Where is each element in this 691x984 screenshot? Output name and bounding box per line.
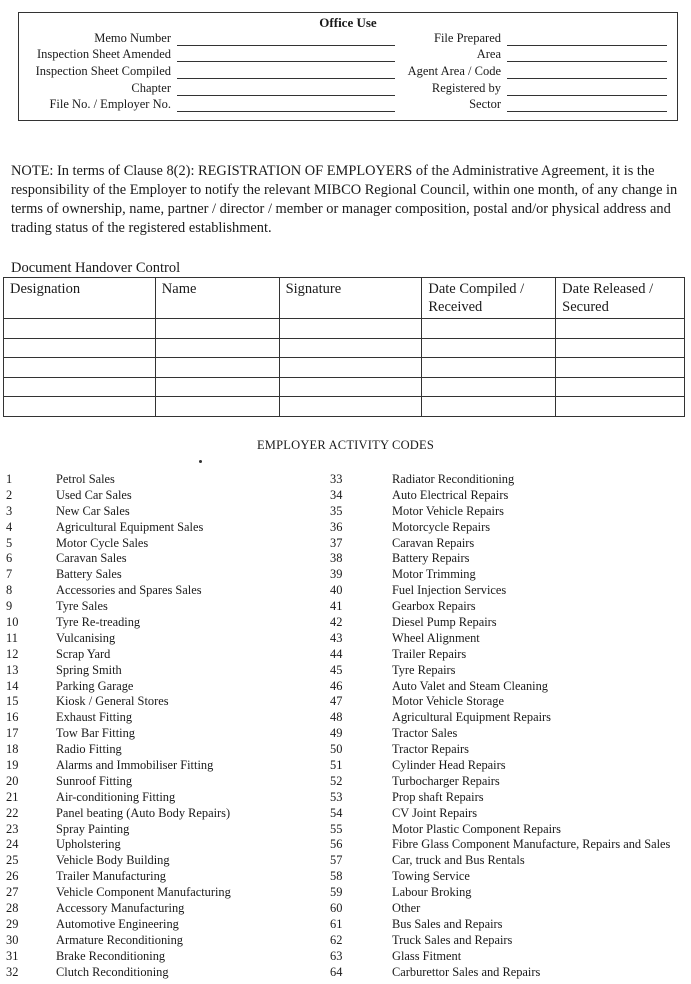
office-field-input-line[interactable] [177, 97, 395, 112]
activity-code-name: Vulcanising [56, 630, 116, 645]
activity-code-number: 4 [6, 519, 13, 534]
activity-code-name: Carburettor Sales and Repairs [392, 964, 541, 979]
handover-row [4, 338, 685, 358]
activity-code-number: 28 [6, 901, 19, 916]
activity-code-number: 38 [330, 551, 343, 566]
activity-code-name: Tyre Sales [56, 599, 108, 614]
stray-dot-mark [199, 460, 202, 463]
activity-code-row [0, 567, 691, 583]
activity-code-name: Spring Smith [56, 662, 122, 677]
handover-row [4, 319, 685, 339]
activity-code-name: Parking Garage [56, 678, 134, 693]
activity-code-name: Auto Electrical Repairs [392, 487, 509, 502]
handover-cell[interactable] [4, 397, 156, 417]
activity-code-number: 23 [6, 821, 19, 836]
activity-code-row [0, 806, 691, 822]
activity-code-number: 6 [6, 551, 13, 566]
handover-cell[interactable] [155, 358, 279, 378]
activity-code-name: Other [392, 901, 421, 916]
activity-code-name: Labour Broking [392, 885, 472, 900]
activity-code-row [0, 869, 691, 885]
activity-code-number: 59 [330, 885, 343, 900]
activity-code-name: Air-conditioning Fitting [56, 789, 176, 804]
activity-code-name: Tyre Re-treading [56, 615, 141, 630]
handover-cell[interactable] [556, 358, 685, 378]
activity-code-number: 7 [6, 567, 13, 582]
activity-code-row [0, 790, 691, 806]
office-field-label: File Prepared [434, 31, 501, 45]
handover-cell[interactable] [279, 397, 422, 417]
office-use-box [18, 12, 678, 121]
activity-code-number: 16 [6, 710, 19, 725]
activity-code-name: Brake Reconditioning [56, 948, 166, 963]
handover-cell[interactable] [422, 358, 556, 378]
office-field-input-line[interactable] [507, 97, 667, 112]
office-field-label: Area [476, 47, 501, 61]
activity-code-name: Motor Vehicle Repairs [392, 503, 504, 518]
activity-code-number: 44 [330, 646, 343, 661]
activity-code-number: 61 [330, 916, 343, 931]
activity-code-name: Bus Sales and Repairs [392, 916, 503, 931]
activity-code-number: 20 [6, 773, 19, 788]
activity-code-name: Upholstering [56, 837, 121, 852]
activity-code-number: 48 [330, 710, 343, 725]
activity-code-number: 36 [330, 519, 343, 534]
activity-code-name: Trailer Repairs [392, 646, 467, 661]
handover-row [4, 397, 685, 417]
activity-code-number: 5 [6, 535, 13, 550]
activity-code-number: 17 [6, 726, 19, 741]
activity-code-number: 30 [6, 932, 19, 947]
activity-code-row [0, 726, 691, 742]
activity-code-name: Armature Reconditioning [56, 932, 183, 947]
office-field-input-line[interactable] [507, 47, 667, 62]
activity-code-row [0, 472, 691, 488]
activity-code-row [0, 853, 691, 869]
activity-code-name: Used Car Sales [56, 487, 132, 502]
activity-code-row [0, 615, 691, 631]
activity-code-number: 41 [330, 599, 343, 614]
activity-code-name: Motor Plastic Component Repairs [392, 821, 561, 836]
handover-cell[interactable] [155, 319, 279, 339]
activity-code-name: Tractor Sales [392, 726, 458, 741]
handover-body [4, 319, 685, 417]
office-field-label: Memo Number [94, 31, 171, 45]
office-field-row [19, 97, 399, 113]
activity-code-name: Tow Bar Fitting [56, 726, 135, 741]
activity-code-name: Accessory Manufacturing [56, 901, 185, 916]
activity-code-row [0, 599, 691, 615]
activity-code-number: 8 [6, 583, 13, 598]
activity-code-number: 57 [330, 853, 343, 868]
activity-code-row [0, 647, 691, 663]
registration-note: NOTE: In terms of Clause 8(2): REGISTRATION OF EMPLOYERS of the Administrative Agreement, it is the responsibility of the Employer to notify the relevant MIBCO Regional Council, within one month, of any change in terms of ownership, name, partner / director / member or manager composition, postal and/or physical address and trading status of the registered establishment. [11, 163, 678, 236]
office-field-row [399, 31, 677, 47]
activity-code-number: 21 [6, 789, 19, 804]
activity-code-number: 58 [330, 869, 343, 884]
activity-code-name: Car, truck and Bus Rentals [392, 853, 525, 868]
office-field-label: Chapter [131, 81, 171, 95]
activity-code-name: Accessories and Spares Sales [56, 583, 202, 598]
activity-code-number: 54 [330, 805, 343, 820]
activity-code-row [0, 965, 691, 981]
office-field-input-line[interactable] [507, 31, 667, 46]
activity-code-name: Scrap Yard [56, 646, 111, 661]
handover-cell[interactable] [422, 319, 556, 339]
activity-code-number: 3 [6, 503, 13, 518]
activity-code-name: Sunroof Fitting [56, 773, 133, 788]
activity-code-row [0, 710, 691, 726]
activity-code-name: Glass Fitment [392, 948, 462, 963]
activity-code-number: 49 [330, 726, 343, 741]
activity-code-name: Spray Painting [56, 821, 130, 836]
activity-code-name: Alarms and Immobiliser Fitting [56, 758, 214, 773]
activity-code-name: Cylinder Head Repairs [392, 758, 506, 773]
activity-code-name: Auto Valet and Steam Cleaning [392, 678, 549, 693]
handover-header-date-compiled: Date Compiled / Received [422, 278, 556, 319]
activity-code-row [0, 679, 691, 695]
activity-code-number: 14 [6, 678, 19, 693]
activity-code-name: Clutch Reconditioning [56, 964, 169, 979]
handover-cell[interactable] [155, 338, 279, 358]
handover-cell[interactable] [422, 377, 556, 397]
activity-code-number: 15 [6, 694, 19, 709]
office-field-row [19, 81, 399, 97]
handover-header-name: Name [155, 278, 279, 319]
activity-code-number: 55 [330, 821, 343, 836]
office-field-row [399, 47, 677, 63]
activity-code-number: 18 [6, 742, 19, 757]
activity-code-number: 9 [6, 599, 13, 614]
activity-code-name: Fuel Injection Services [392, 583, 507, 598]
handover-row [4, 358, 685, 378]
handover-row [4, 377, 685, 397]
activity-code-name: Gearbox Repairs [392, 599, 476, 614]
activity-code-number: 35 [330, 503, 343, 518]
activity-code-number: 47 [330, 694, 343, 709]
activity-code-name: Turbocharger Repairs [392, 773, 500, 788]
handover-cell[interactable] [422, 397, 556, 417]
activity-code-number: 60 [330, 901, 343, 916]
activity-code-number: 32 [6, 964, 19, 979]
activity-code-number: 56 [330, 837, 343, 852]
handover-cell[interactable] [279, 338, 422, 358]
activity-code-number: 34 [330, 487, 343, 502]
handover-cell[interactable] [4, 338, 156, 358]
handover-header-row [4, 278, 685, 319]
activity-code-number: 33 [330, 472, 343, 486]
activity-code-number: 31 [6, 948, 19, 963]
activity-code-name: Battery Sales [56, 567, 122, 582]
office-field-label: Inspection Sheet Amended [37, 47, 171, 61]
office-use-title: Office Use [319, 15, 377, 30]
handover-table [3, 277, 685, 417]
activity-code-row [0, 885, 691, 901]
activity-code-row [0, 837, 691, 853]
office-field-label: Inspection Sheet Compiled [35, 64, 171, 78]
office-field-input-line[interactable] [177, 64, 395, 79]
activity-code-row [0, 694, 691, 710]
activity-code-number: 52 [330, 773, 343, 788]
office-field-input-line[interactable] [177, 31, 395, 46]
office-field-row [19, 47, 399, 63]
activity-code-name: Motorcycle Repairs [392, 519, 491, 534]
activity-code-name: Trailer Manufacturing [56, 869, 166, 884]
activity-code-row [0, 758, 691, 774]
activity-code-number: 19 [6, 758, 19, 773]
handover-cell[interactable] [422, 338, 556, 358]
activity-code-number: 43 [330, 630, 343, 645]
handover-cell[interactable] [556, 377, 685, 397]
office-field-input-line[interactable] [177, 81, 395, 96]
activity-code-number: 51 [330, 758, 343, 773]
activity-code-name: CV Joint Repairs [392, 805, 478, 820]
activity-code-row [0, 520, 691, 536]
office-field-row [399, 81, 677, 97]
activity-code-name: Wheel Alignment [392, 630, 480, 645]
handover-cell[interactable] [4, 358, 156, 378]
activity-code-number: 64 [330, 964, 343, 979]
activity-code-row [0, 583, 691, 599]
activity-code-name: Kiosk / General Stores [56, 694, 169, 709]
handover-cell[interactable] [556, 338, 685, 358]
activity-code-number: 37 [330, 535, 343, 550]
activity-code-row [0, 663, 691, 679]
activity-code-number: 27 [6, 885, 19, 900]
activity-code-row [0, 504, 691, 520]
activity-code-name: Exhaust Fitting [56, 710, 133, 725]
activity-code-name: Radio Fitting [56, 742, 122, 757]
activity-code-name: Petrol Sales [56, 472, 115, 486]
activity-code-number: 40 [330, 583, 343, 598]
activity-code-row [0, 631, 691, 647]
activity-code-row [0, 822, 691, 838]
activity-codes-right-column [0, 472, 691, 981]
activity-code-number: 39 [330, 567, 343, 582]
activity-code-name: Prop shaft Repairs [392, 789, 484, 804]
handover-cell[interactable] [155, 377, 279, 397]
activity-code-row [0, 949, 691, 965]
activity-code-name: Diesel Pump Repairs [392, 615, 497, 630]
activity-code-name: Caravan Sales [56, 551, 127, 566]
activity-code-row [0, 742, 691, 758]
activity-code-name: Caravan Repairs [392, 535, 475, 550]
activity-code-row [0, 933, 691, 949]
activity-code-name: Truck Sales and Repairs [392, 932, 513, 947]
handover-header-date-released: Date Released / Secured [556, 278, 685, 319]
activity-code-number: 42 [330, 615, 343, 630]
office-field-row [19, 31, 399, 47]
activity-code-number: 50 [330, 742, 343, 757]
activity-code-number: 63 [330, 948, 343, 963]
office-field-input-line[interactable] [177, 47, 395, 62]
activity-code-number: 11 [6, 630, 18, 645]
office-field-label: File No. / Employer No. [49, 97, 171, 111]
activity-code-name: Motor Cycle Sales [56, 535, 149, 550]
activity-code-number: 46 [330, 678, 343, 693]
activity-code-number: 53 [330, 789, 343, 804]
handover-cell[interactable] [4, 377, 156, 397]
handover-header-signature: Signature [279, 278, 422, 319]
office-field-label: Agent Area / Code [407, 64, 501, 78]
activity-code-number: 24 [6, 837, 19, 852]
activity-code-number: 26 [6, 869, 19, 884]
office-field-row [399, 97, 677, 113]
activity-code-name: Vehicle Body Building [56, 853, 170, 868]
activity-code-name: Tyre Repairs [392, 662, 456, 677]
activity-code-number: 45 [330, 662, 343, 677]
activity-code-number: 12 [6, 646, 19, 661]
activity-code-name: Fibre Glass Component Manufacture, Repairs and Sales [392, 837, 671, 852]
activity-codes-title: EMPLOYER ACTIVITY CODES [256, 438, 435, 452]
office-field-row [399, 64, 677, 80]
activity-code-row [0, 551, 691, 567]
activity-code-name: Agricultural Equipment Sales [56, 519, 204, 534]
activity-code-number: 2 [6, 487, 13, 502]
activity-code-number: 22 [6, 805, 19, 820]
handover-title: Document Handover Control [11, 260, 181, 276]
activity-code-number: 13 [6, 662, 19, 677]
activity-code-name: Panel beating (Auto Body Repairs) [56, 805, 231, 820]
handover-cell[interactable] [4, 319, 156, 339]
office-field-input-line[interactable] [507, 64, 667, 79]
activity-code-number: 62 [330, 932, 343, 947]
office-field-label: Registered by [431, 81, 501, 95]
activity-code-name: Motor Trimming [392, 567, 476, 582]
handover-cell[interactable] [556, 397, 685, 417]
activity-code-name: Tractor Repairs [392, 742, 469, 757]
handover-cell[interactable] [155, 397, 279, 417]
handover-cell[interactable] [279, 377, 422, 397]
activity-code-name: Towing Service [392, 869, 470, 884]
office-field-input-line[interactable] [507, 81, 667, 96]
activity-code-number: 1 [6, 472, 13, 486]
activity-code-name: New Car Sales [56, 503, 130, 518]
handover-cell[interactable] [279, 319, 422, 339]
handover-header-designation: Designation [4, 278, 156, 319]
activity-code-number: 10 [6, 615, 19, 630]
activity-code-row [0, 901, 691, 917]
activity-code-name: Motor Vehicle Storage [392, 694, 504, 709]
handover-cell[interactable] [556, 319, 685, 339]
handover-cell[interactable] [279, 358, 422, 378]
office-field-row [19, 64, 399, 80]
office-field-label: Sector [469, 97, 501, 111]
activity-code-name: Radiator Reconditioning [392, 472, 515, 486]
activity-code-row [0, 488, 691, 504]
activity-code-number: 25 [6, 853, 19, 868]
activity-code-number: 29 [6, 916, 19, 931]
activity-code-row [0, 917, 691, 933]
activity-code-name: Vehicle Component Manufacturing [56, 885, 231, 900]
activity-code-name: Agricultural Equipment Repairs [392, 710, 551, 725]
activity-code-name: Battery Repairs [392, 551, 470, 566]
activity-code-row [0, 774, 691, 790]
activity-code-name: Automotive Engineering [56, 916, 179, 931]
activity-code-row [0, 536, 691, 552]
